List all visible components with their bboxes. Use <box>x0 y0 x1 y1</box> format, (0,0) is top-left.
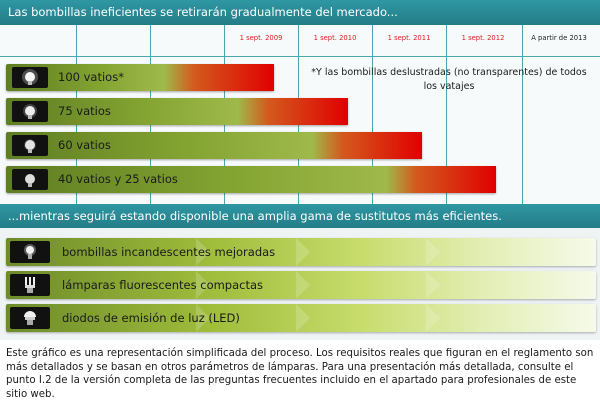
timeline-separator <box>0 56 600 57</box>
halogen-bulb-icon <box>10 241 50 263</box>
phase-out-marker <box>345 98 348 125</box>
led-bulb-icon <box>10 307 50 329</box>
phase-out-marker <box>493 166 496 193</box>
bar-label: 40 vatios y 25 vatios <box>58 172 178 186</box>
timeline-label-2012: 1 sept. 2012 <box>461 34 505 42</box>
gridline <box>522 25 523 204</box>
timeline-label-2013: A partir de 2013 <box>531 34 587 42</box>
frosted-bulbs-note: *Y las bombillas deslustradas (no transparentes) de todos los vatajes <box>311 67 587 92</box>
bar-40w-25w <box>6 166 496 193</box>
timeline-label-2009: 1 sept. 2009 <box>239 34 283 42</box>
bar-100w <box>6 64 274 91</box>
chevron-decoration <box>296 304 310 332</box>
phase-out-marker <box>271 64 274 91</box>
chevron-decoration <box>296 271 310 299</box>
bar-label: 100 vatios* <box>58 70 124 84</box>
timeline-label-2010: 1 sept. 2010 <box>313 34 357 42</box>
bulb-icon <box>12 169 48 190</box>
footnote-text: Este gráfico es una representación simplificada del proceso. Los requisitos reales que figuran en el reglamento son más detallados y se basan en otros parámetros de lámparas. Para una presentación más detallada, consulte el punto I.2 de la versión completa de las preguntas frecuentes incluido en el apartado para profesionales de este sitio web. <box>6 348 594 400</box>
bar-60w <box>6 132 422 159</box>
bar-75w <box>6 98 348 125</box>
alt-label: bombillas incandescentes mejoradas <box>62 245 276 259</box>
alternatives-banner: ...mientras seguirá estando disponible una amplia gama de sustitutos más eficientes. <box>0 204 600 228</box>
chevron-decoration <box>426 304 440 332</box>
alt-cfl <box>6 271 596 299</box>
chevron-decoration <box>426 271 440 299</box>
phase-out-banner: Las bombillas ineficientes se retirarán gradualmente del mercado... <box>0 0 600 25</box>
bar-label: 60 vatios <box>58 138 111 152</box>
timeline-label-2011: 1 sept. 2011 <box>387 34 431 42</box>
chevron-decoration <box>426 238 440 266</box>
phase-out-marker <box>419 132 422 159</box>
alt-label: diodos de emisión de luz (LED) <box>62 311 240 325</box>
alt-improved-incandescent <box>6 238 596 266</box>
alt-led <box>6 304 596 332</box>
chevron-decoration <box>296 238 310 266</box>
bulb-icon <box>12 101 48 122</box>
bar-label: 75 vatios <box>58 104 111 118</box>
bulb-icon <box>12 135 48 156</box>
bulb-icon <box>12 67 48 88</box>
alt-label: lámparas fluorescentes compactas <box>62 278 264 292</box>
cfl-bulb-icon <box>10 274 50 296</box>
